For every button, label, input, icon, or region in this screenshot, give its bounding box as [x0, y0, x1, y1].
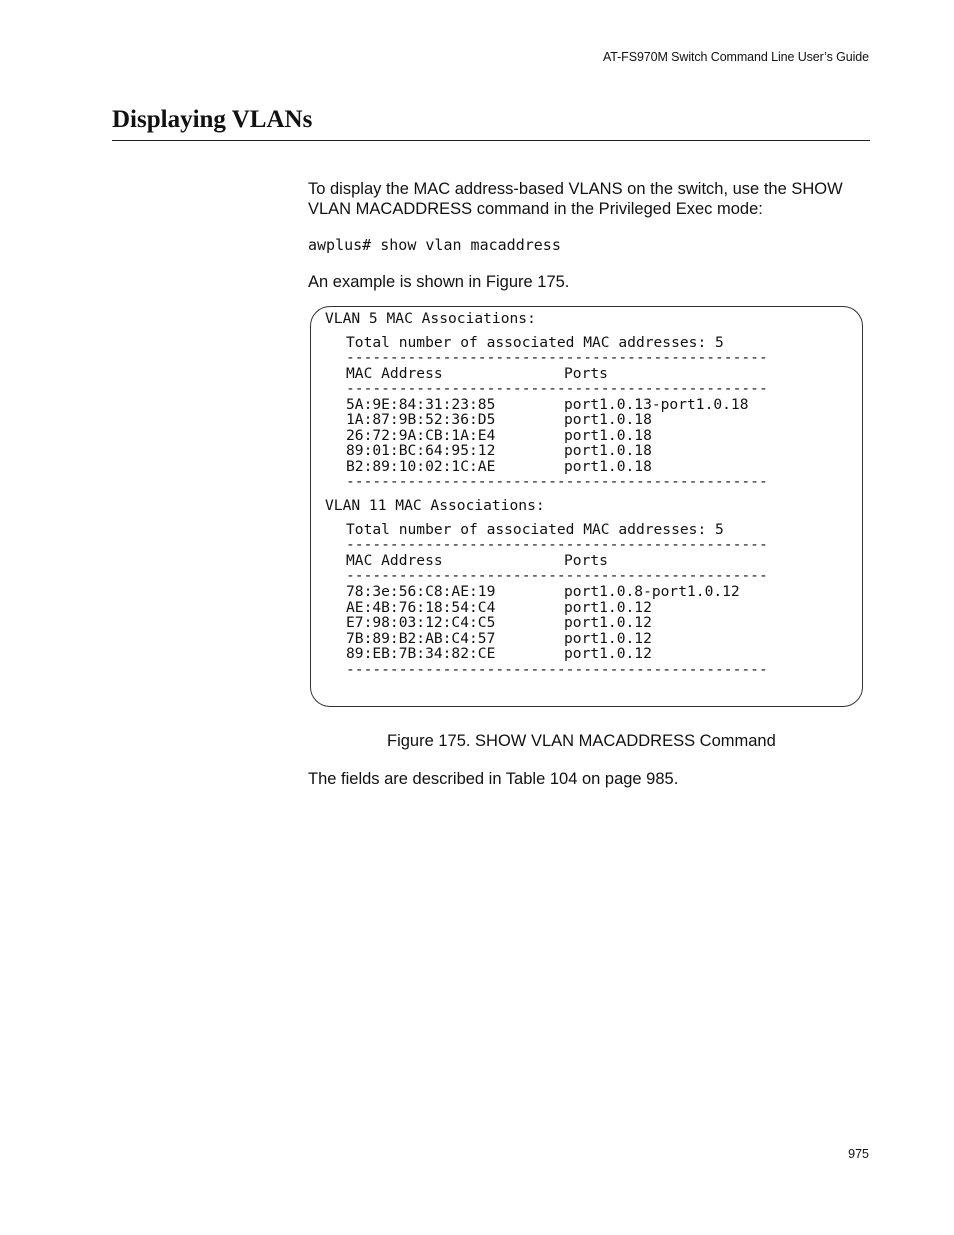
mac-address: E7:98:03:12:C4:C5	[346, 614, 496, 631]
mac-address: 26:72:9A:CB:1A:E4	[346, 427, 496, 444]
title-rule	[112, 140, 870, 141]
intro-paragraph: To display the MAC address-based VLANS on the switch, use the SHOW VLAN MACADDRESS command in the Privileged Exec mode:	[308, 180, 843, 218]
mac-address: B2:89:10:02:1C:AE	[346, 458, 496, 475]
port-value: port1.0.12	[564, 630, 652, 647]
mac-address: 5A:9E:84:31:23:85	[346, 396, 496, 413]
mac-address: 89:01:BC:64:95:12	[346, 442, 496, 459]
port-value: port1.0.12	[564, 599, 652, 616]
divider-rule: ------------------------------------------------	[346, 536, 768, 553]
fields-reference: The fields are described in Table 104 on page 985.	[308, 770, 679, 788]
vlan-heading: VLAN 11 MAC Associations:	[325, 497, 545, 514]
figure-caption: Figure 175. SHOW VLAN MACADDRESS Command	[387, 732, 776, 750]
command-example: awplus# show vlan macaddress	[308, 236, 561, 254]
port-value: port1.0.18	[564, 427, 652, 444]
vlan-total: Total number of associated MAC addresses: 5	[346, 334, 724, 351]
port-value: port1.0.8-port1.0.12	[564, 583, 740, 600]
port-value: port1.0.12	[564, 614, 652, 631]
example-reference: An example is shown in Figure 175.	[308, 273, 570, 291]
column-header-mac: MAC Address	[346, 365, 443, 382]
mac-address: 1A:87:9B:52:36:D5	[346, 411, 496, 428]
port-value: port1.0.18	[564, 411, 652, 428]
port-value: port1.0.12	[564, 645, 652, 662]
running-header: AT-FS970M Switch Command Line User’s Guide	[602, 50, 869, 64]
column-header-mac: MAC Address	[346, 552, 443, 569]
divider-rule: ------------------------------------------------	[346, 349, 768, 366]
port-value: port1.0.18	[564, 442, 652, 459]
port-value: port1.0.13-port1.0.18	[564, 396, 749, 413]
mac-address: 78:3e:56:C8:AE:19	[346, 583, 496, 600]
section-title: Displaying VLANs	[112, 106, 313, 133]
mac-address: 7B:89:B2:AB:C4:57	[346, 630, 496, 647]
divider-rule: ------------------------------------------------	[346, 661, 768, 678]
port-value: port1.0.18	[564, 458, 652, 475]
divider-rule: ------------------------------------------------	[346, 380, 768, 397]
mac-address: 89:EB:7B:34:82:CE	[346, 645, 496, 662]
vlan-heading: VLAN 5 MAC Associations:	[325, 310, 536, 327]
page-number: 975	[848, 1147, 869, 1161]
column-header-ports: Ports	[564, 552, 608, 569]
column-header-ports: Ports	[564, 365, 608, 382]
divider-rule: ------------------------------------------------	[346, 567, 768, 584]
mac-address: AE:4B:76:18:54:C4	[346, 599, 496, 616]
divider-rule: ------------------------------------------------	[346, 473, 768, 490]
vlan-total: Total number of associated MAC addresses: 5	[346, 521, 724, 538]
